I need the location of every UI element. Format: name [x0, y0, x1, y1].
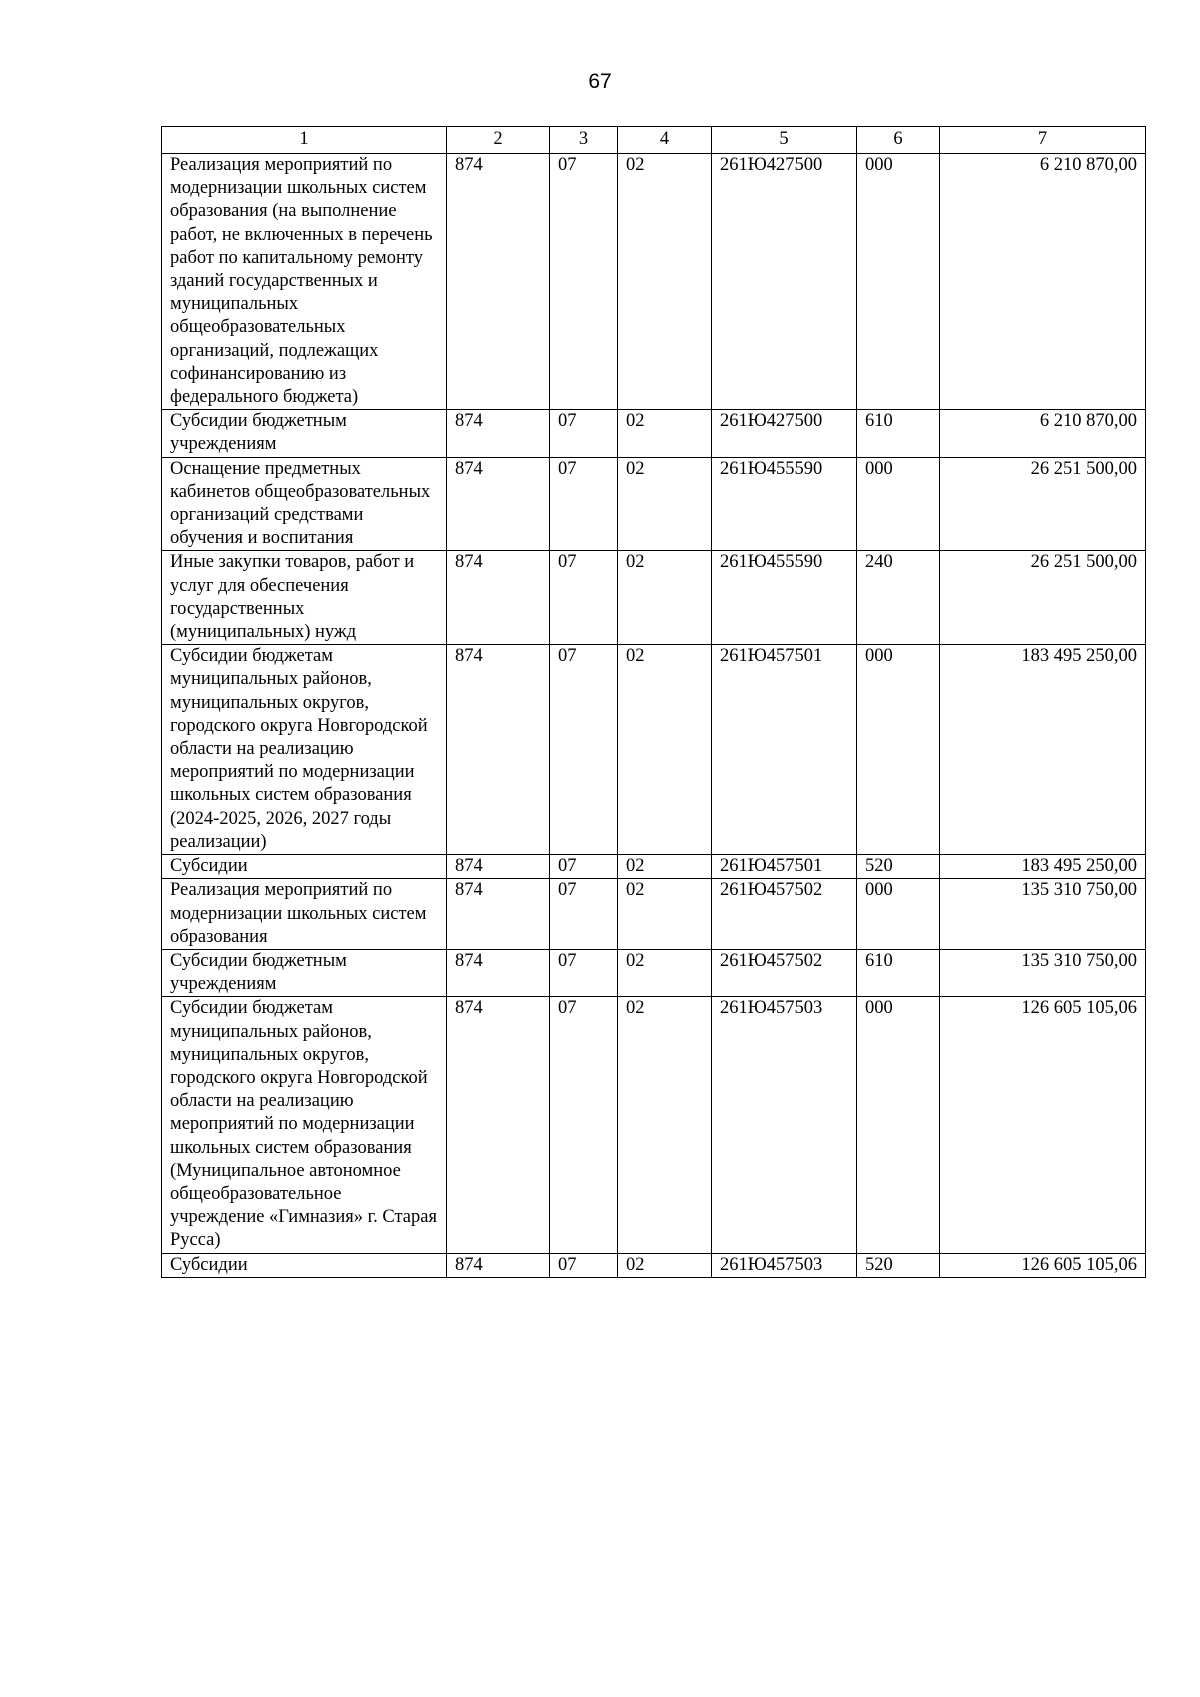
subsection-code: 02 [618, 551, 712, 645]
target-article-code: 261Ю457503 [712, 997, 857, 1253]
column-header: 6 [857, 127, 940, 154]
item-name: Субсидии бюджетным учреждениям [162, 949, 447, 996]
item-name: Субсидии бюджетам муниципальных районов, муниципальных округов, городского округа Новгородской области на реализацию мероприятий по модернизации школьных систем образования (2024-2025, 2026, 2027 годы реализации) [162, 645, 447, 855]
ministry-code: 874 [447, 879, 550, 950]
subsection-code: 02 [618, 949, 712, 996]
amount: 6 210 870,00 [940, 410, 1146, 457]
column-header: 4 [618, 127, 712, 154]
expense-type-code: 000 [857, 457, 940, 551]
table-row [162, 410, 1146, 457]
expense-type-code: 520 [857, 855, 940, 879]
target-article-code: 261Ю455590 [712, 457, 857, 551]
column-header: 3 [550, 127, 618, 154]
item-name: Реализация мероприятий по модернизации школьных систем образования [162, 879, 447, 950]
target-article-code: 261Ю457502 [712, 949, 857, 996]
amount: 126 605 105,06 [940, 997, 1146, 1253]
section-code: 07 [550, 855, 618, 879]
ministry-code: 874 [447, 457, 550, 551]
item-name: Субсидии [162, 1253, 447, 1277]
expense-type-code: 000 [857, 154, 940, 410]
target-article-code: 261Ю457501 [712, 645, 857, 855]
column-header: 7 [940, 127, 1146, 154]
expense-type-code: 610 [857, 949, 940, 996]
amount: 6 210 870,00 [940, 154, 1146, 410]
section-code: 07 [550, 1253, 618, 1277]
ministry-code: 874 [447, 949, 550, 996]
table-row [162, 997, 1146, 1253]
column-header: 5 [712, 127, 857, 154]
section-code: 07 [550, 997, 618, 1253]
section-code: 07 [550, 154, 618, 410]
expense-type-code: 000 [857, 645, 940, 855]
subsection-code: 02 [618, 997, 712, 1253]
expense-type-code: 520 [857, 1253, 940, 1277]
item-name: Оснащение предметных кабинетов общеобразовательных организаций средствами обучения и воспитания [162, 457, 447, 551]
subsection-code: 02 [618, 457, 712, 551]
amount: 26 251 500,00 [940, 551, 1146, 645]
ministry-code: 874 [447, 997, 550, 1253]
section-code: 07 [550, 457, 618, 551]
subsection-code: 02 [618, 410, 712, 457]
amount: 135 310 750,00 [940, 949, 1146, 996]
section-code: 07 [550, 645, 618, 855]
subsection-code: 02 [618, 154, 712, 410]
target-article-code: 261Ю457503 [712, 1253, 857, 1277]
amount: 135 310 750,00 [940, 879, 1146, 950]
ministry-code: 874 [447, 645, 550, 855]
ministry-code: 874 [447, 551, 550, 645]
page-number: 67 [588, 70, 612, 93]
subsection-code: 02 [618, 879, 712, 950]
header-row [162, 127, 1146, 154]
expense-type-code: 610 [857, 410, 940, 457]
amount: 126 605 105,06 [940, 1253, 1146, 1277]
budget-table [161, 126, 1146, 1278]
ministry-code: 874 [447, 154, 550, 410]
table-row [162, 879, 1146, 950]
subsection-code: 02 [618, 645, 712, 855]
subsection-code: 02 [618, 1253, 712, 1277]
subsection-code: 02 [618, 855, 712, 879]
item-name: Субсидии бюджетным учреждениям [162, 410, 447, 457]
table-row [162, 551, 1146, 645]
target-article-code: 261Ю455590 [712, 551, 857, 645]
target-article-code: 261Ю457501 [712, 855, 857, 879]
table-row [162, 949, 1146, 996]
table-row [162, 457, 1146, 551]
ministry-code: 874 [447, 410, 550, 457]
amount: 26 251 500,00 [940, 457, 1146, 551]
target-article-code: 261Ю427500 [712, 410, 857, 457]
expense-type-code: 000 [857, 997, 940, 1253]
item-name: Субсидии бюджетам муниципальных районов, муниципальных округов, городского округа Новгородской области на реализацию мероприятий по модернизации школьных систем образования (Муниципальное автономное общеобразовательное учреждение «Гимназия» г. Старая Русса) [162, 997, 447, 1253]
table-row [162, 855, 1146, 879]
table-row [162, 154, 1146, 410]
section-code: 07 [550, 949, 618, 996]
column-header: 2 [447, 127, 550, 154]
column-header: 1 [162, 127, 447, 154]
section-code: 07 [550, 410, 618, 457]
amount: 183 495 250,00 [940, 645, 1146, 855]
target-article-code: 261Ю457502 [712, 879, 857, 950]
item-name: Реализация мероприятий по модернизации школьных систем образования (на выполнение работ, не включенных в перечень работ по капитальному ремонту зданий государственных и муниципальных общеобразовательных организаций, подлежащих софинансированию из федерального бюджета) [162, 154, 447, 410]
ministry-code: 874 [447, 855, 550, 879]
ministry-code: 874 [447, 1253, 550, 1277]
item-name: Иные закупки товаров, работ и услуг для обеспечения государственных (муниципальных) нужд [162, 551, 447, 645]
expense-type-code: 000 [857, 879, 940, 950]
table-row [162, 1253, 1146, 1277]
section-code: 07 [550, 551, 618, 645]
expense-type-code: 240 [857, 551, 940, 645]
target-article-code: 261Ю427500 [712, 154, 857, 410]
section-code: 07 [550, 879, 618, 950]
table-row [162, 645, 1146, 855]
item-name: Субсидии [162, 855, 447, 879]
amount: 183 495 250,00 [940, 855, 1146, 879]
